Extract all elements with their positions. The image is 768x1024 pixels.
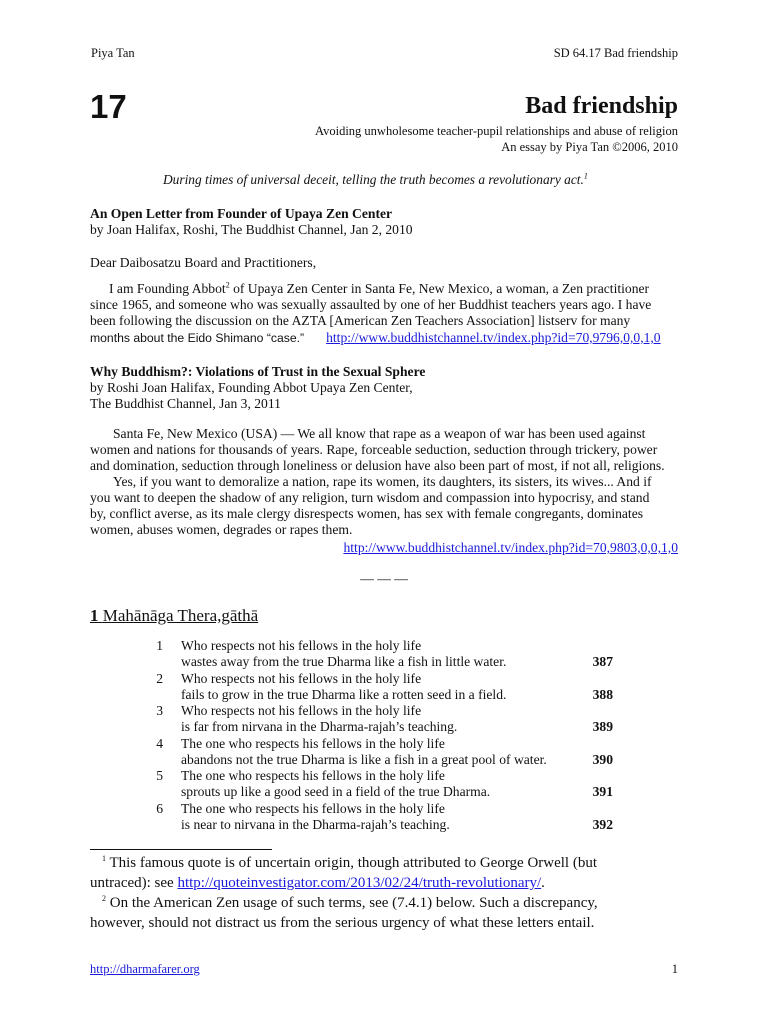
- verse-text: [181, 638, 573, 671]
- footnote-2: [90, 894, 598, 913]
- letter1-line: [109, 281, 649, 297]
- letter1-line: since 1965, and someone who was sexually assaulted by one of her Buddhist teachers years ago. I have: [90, 297, 652, 312]
- letter2-line: you want to deepen the shadow of any religion, turn wisdom and compassion into hypocrisy, and stand: [90, 490, 650, 505]
- verse: [145, 671, 615, 704]
- section-separator: — — —: [360, 571, 408, 586]
- verse-line: The one who respects his fellows in the holy life: [181, 800, 445, 816]
- verse-number: 2: [156, 670, 163, 686]
- verse-ref: 390: [592, 751, 613, 767]
- section-heading: [90, 606, 258, 626]
- verse: [145, 638, 615, 671]
- letter1-source-link[interactable]: http://www.buddhistchannel.tv/index.php?id=70,9796,0,0,1,0: [326, 330, 661, 345]
- verse: [145, 768, 615, 801]
- verse: [145, 801, 615, 834]
- sutta-number: 17: [90, 88, 127, 125]
- verse-line: abandons not the true Dharma is like a fish in a great pool of water.: [181, 751, 547, 767]
- verse-ref: 391: [592, 784, 613, 799]
- letter1-byline: by Joan Halifax, Roshi, The Buddhist Channel, Jan 2, 2010: [90, 222, 413, 237]
- letter1-line1-b: of Upaya Zen Center in Santa Fe, New Mexico, a woman, a Zen practitioner: [229, 281, 650, 296]
- letter2-line: and domination, seduction through loneliness or delusion have also been part of most, if not all, religions.: [90, 458, 665, 473]
- verse-list: [145, 638, 615, 833]
- verse-text: [181, 703, 573, 736]
- verse-number: 1: [156, 638, 163, 653]
- letter2-line: by, conflict averse, as its male clergy disrespects women, has sex with female congregants, dominates: [90, 506, 644, 521]
- page-title: Bad friendship: [525, 93, 678, 119]
- letter1-line: [90, 330, 661, 346]
- footnote-1-cont: [90, 874, 545, 893]
- verse-line: sprouts up like a good seed in a field of the true Dharma.: [181, 784, 491, 800]
- footnote-text: .: [541, 875, 545, 891]
- verse-text: [181, 768, 573, 801]
- letter2-byline: by Roshi Joan Halifax, Founding Abbot Upaya Zen Center,: [90, 380, 413, 395]
- verse: [145, 703, 615, 736]
- header-author: Piya Tan: [91, 46, 135, 60]
- verse-text: [181, 671, 573, 704]
- verse: [145, 736, 615, 769]
- page-byline: An essay by Piya Tan ©2006, 2010: [501, 140, 678, 154]
- footnote-ref-2[interactable]: 2: [225, 280, 230, 290]
- verse-ref: 387: [592, 654, 613, 669]
- letter1-line: been following the discussion on the AZTA [American Zen Teachers Association] listserv for many: [90, 313, 631, 328]
- verse-ref: 392: [592, 816, 613, 832]
- verse-number: 4: [156, 735, 163, 751]
- footnote-divider: [90, 849, 272, 850]
- verse-number: 3: [156, 703, 163, 718]
- letter2-byline: The Buddhist Channel, Jan 3, 2011: [90, 396, 281, 411]
- epigraph-text: During times of universal deceit, telling the truth becomes a revolutionary act.: [163, 172, 584, 187]
- letter2-line: Santa Fe, New Mexico (USA) — We all know that rape as a weapon of war has been used against: [113, 426, 646, 441]
- footnote-ref-1[interactable]: 1: [583, 171, 588, 181]
- verse-text: [181, 736, 573, 769]
- verse-ref: 388: [592, 686, 613, 702]
- footnote-source-link[interactable]: http://quoteinvestigator.com/2013/02/24/truth-revolutionary/: [177, 875, 542, 891]
- verse-line: is near to nirvana in the Dharma-rajah’s teaching.: [181, 816, 450, 832]
- footnote-1: [90, 854, 597, 873]
- letter2-source-link[interactable]: http://www.buddhistchannel.tv/index.php?id=70,9803,0,0,1,0: [343, 540, 678, 555]
- letter2-line: women and nations for thousands of years. Rape, forceable seduction, seduction through trickery, power: [90, 442, 658, 457]
- verse-number: 5: [156, 768, 163, 783]
- verse-line: Who respects not his fellows in the holy life: [181, 638, 422, 653]
- verse-line: Who respects not his fellows in the holy life: [181, 703, 422, 718]
- footnote-text: untraced): see: [90, 875, 178, 891]
- verse-line: is far from nirvana in the Dharma-rajah’s teaching.: [181, 719, 458, 735]
- verse-line: The one who respects his fellows in the holy life: [181, 735, 445, 751]
- letter1-heading: An Open Letter from Founder of Upaya Zen Center: [90, 206, 393, 221]
- footnote-2-cont: however, should not distract us from the serious urgency of what these letters entail.: [90, 915, 595, 931]
- verse-ref: 389: [592, 719, 613, 734]
- footnote-mark: 1: [102, 854, 106, 863]
- footnote-text: This famous quote is of uncertain origin, though attributed to George Orwell (but: [106, 855, 598, 871]
- letter1-line4-text: months about the Eido Shimano “case.”: [90, 331, 305, 345]
- section-title: Mahānāga Thera,gāthā: [102, 606, 259, 625]
- letter1-line1-a: I am Founding Abbot: [109, 281, 226, 296]
- footnote-text: On the American Zen usage of such terms, see (7.4.1) below. Such a discrepancy,: [106, 895, 598, 911]
- letter2-line: Yes, if you want to demoralize a nation, rape its women, its daughters, its sisters, its wives... And if: [113, 474, 652, 489]
- section-number: 1: [90, 606, 99, 625]
- verse-number: 6: [156, 800, 163, 816]
- verse-line: The one who respects his fellows in the holy life: [181, 768, 445, 783]
- header-doc-ref: SD 64.17 Bad friendship: [553, 46, 678, 60]
- verse-line: fails to grow in the true Dharma like a rotten seed in a field.: [181, 686, 507, 702]
- verse-line: Who respects not his fellows in the holy life: [181, 670, 422, 686]
- verse-text: [181, 801, 573, 834]
- verse-line: wastes away from the true Dharma like a fish in little water.: [181, 654, 507, 670]
- page-number: 1: [671, 962, 678, 976]
- footer-link[interactable]: http://dharmafarer.org: [90, 962, 200, 976]
- page-subtitle: Avoiding unwholesome teacher-pupil relationships and abuse of religion: [315, 124, 678, 138]
- epigraph: [163, 172, 588, 188]
- letter2-line: women, abuses women, degrades or rapes them.: [90, 522, 353, 537]
- letter1-salutation: Dear Daibosatzu Board and Practitioners,: [90, 255, 317, 270]
- footnote-mark: 2: [102, 894, 106, 903]
- letter2-heading: Why Buddhism?: Violations of Trust in the Sexual Sphere: [90, 364, 426, 379]
